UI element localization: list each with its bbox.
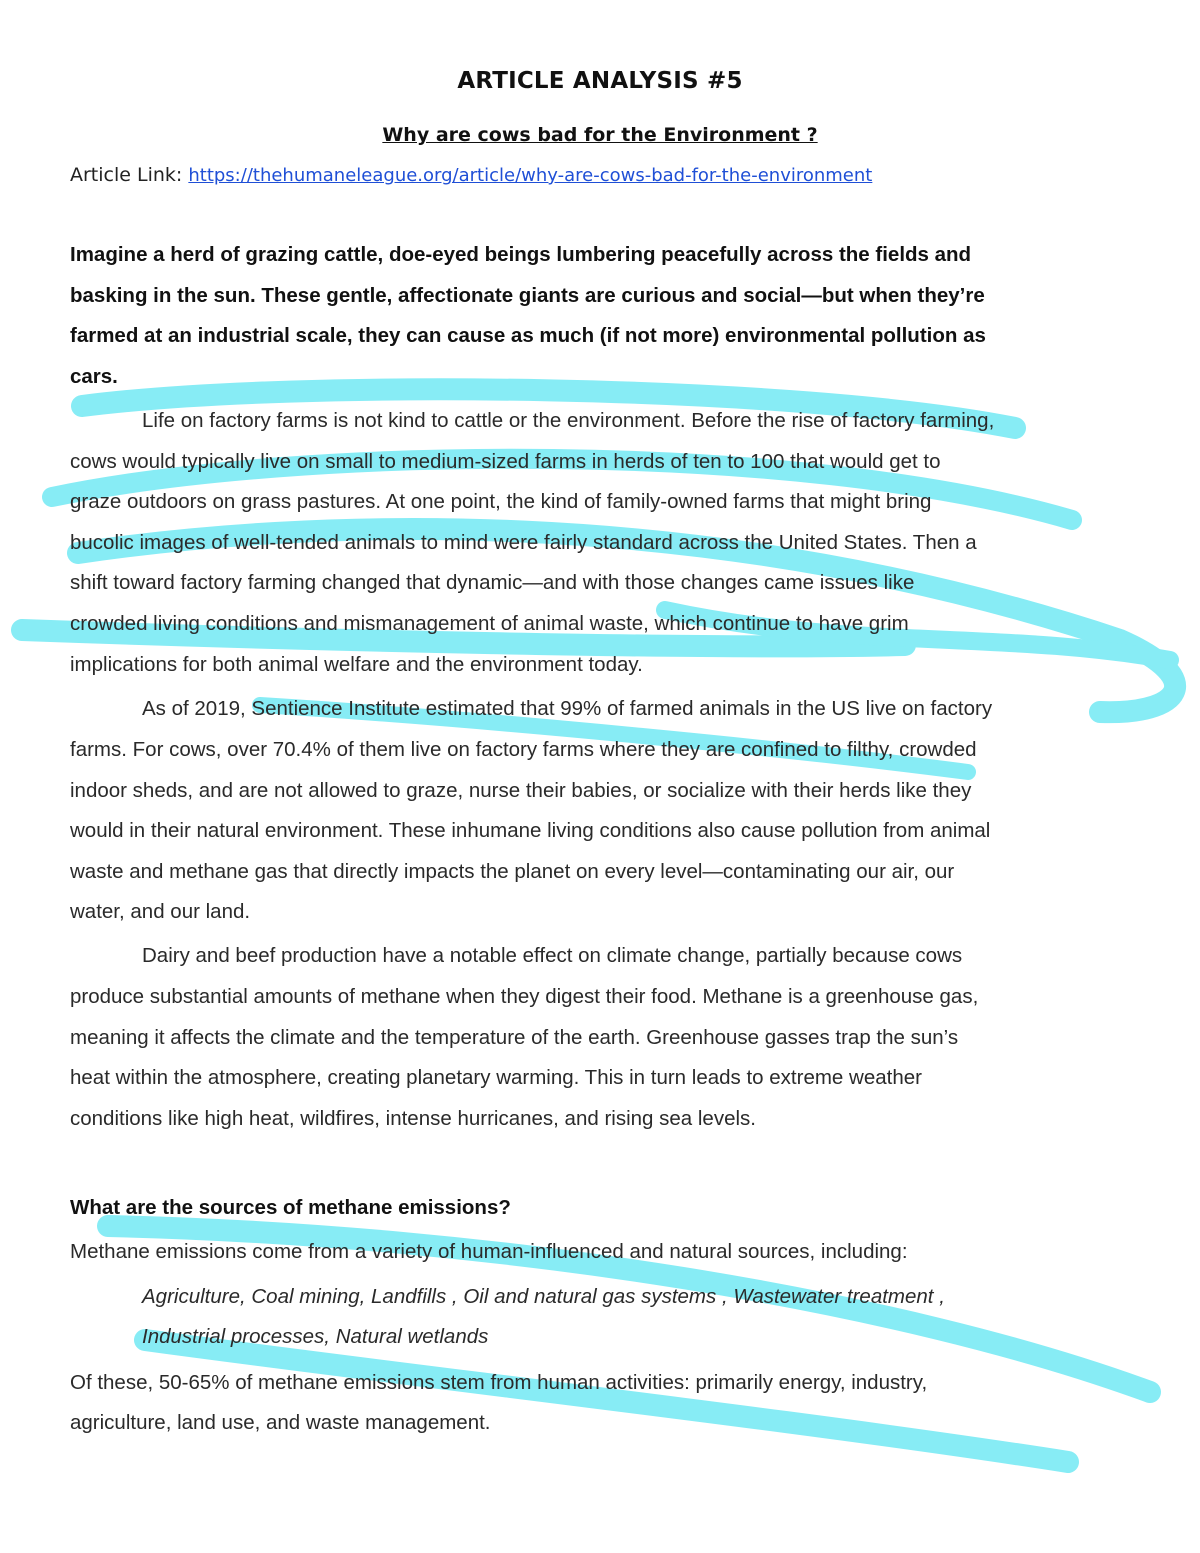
paragraph-line: As of 2019, Sentience Institute estimated that 99% of farmed animals in the US live on factory	[142, 697, 993, 720]
paragraph-line: farms. For cows, over 70.4% of them live on factory farms where they are confined to filthy, crowded	[70, 738, 977, 761]
paragraph-line: shift toward factory farming changed that dynamic—and with those changes came issues like	[70, 571, 915, 594]
paragraph-line: Dairy and beef production have a notable effect on climate change, partially because cows	[142, 944, 963, 967]
article-link-label: Article Link:	[70, 164, 183, 186]
paragraph-line: cows would typically live on small to medium-sized farms in herds of ten to 100 that would get to	[70, 450, 941, 473]
document-title: ARTICLE ANALYSIS #5	[457, 68, 743, 94]
article-link-row	[70, 164, 872, 186]
highlight-stroke	[145, 1340, 1068, 1462]
intro-line: Imagine a herd of grazing cattle, doe-eyed beings lumbering peacefully across the fields and	[70, 243, 972, 266]
intro-line: basking in the sun. These gentle, affectionate giants are curious and social—but when they’re	[70, 284, 985, 307]
article-link[interactable]: https://thehumaneleague.org/article/why-are-cows-bad-for-the-environment	[188, 165, 873, 186]
paragraph-line: Life on factory farms is not kind to cattle or the environment. Before the rise of factory farming,	[142, 409, 995, 432]
paragraph-line: bucolic images of well-tended animals to mind were fairly standard across the United States. Then a	[70, 531, 977, 554]
paragraph-line: indoor sheds, and are not allowed to graze, nurse their babies, or socialize with their herds like they	[70, 779, 972, 802]
paragraph-line: water, and our land.	[70, 900, 251, 923]
paragraph-line: implications for both animal welfare and the environment today.	[70, 653, 643, 676]
section-heading: What are the sources of methane emissions?	[70, 1196, 511, 1219]
paragraph-line: waste and methane gas that directly impacts the planet on every level—contaminating our air, our	[70, 860, 955, 883]
intro-line: farmed at an industrial scale, they can cause as much (if not more) environmental pollution as	[70, 324, 986, 347]
paragraph-line: heat within the atmosphere, creating planetary warming. This in turn leads to extreme weather	[70, 1066, 922, 1089]
paragraph-line: graze outdoors on grass pastures. At one point, the kind of family-owned farms that might bring	[70, 490, 932, 513]
sources-line: Industrial processes, Natural wetlands	[142, 1325, 489, 1348]
intro-line: cars.	[70, 365, 118, 388]
paragraph-line: produce substantial amounts of methane when they digest their food. Methane is a greenhouse gas,	[70, 985, 979, 1008]
paragraph-line: conditions like high heat, wildfires, intense hurricanes, and rising sea levels.	[70, 1107, 756, 1130]
closing-line: agriculture, land use, and waste management.	[70, 1411, 491, 1434]
sources-line: Agriculture, Coal mining, Landfills , Oil and natural gas systems , Wastewater treatment ,	[142, 1285, 945, 1308]
paragraph-line: crowded living conditions and mismanagement of animal waste, which continue to have grim	[70, 612, 909, 635]
article-title: Why are cows bad for the Environment ?	[382, 124, 818, 146]
methane-intro: Methane emissions come from a variety of human-influenced and natural sources, including:	[70, 1240, 908, 1263]
paragraph-line: meaning it affects the climate and the temperature of the earth. Greenhouse gasses trap the sun’s	[70, 1026, 959, 1049]
paragraph-line: would in their natural environment. These inhumane living conditions also cause pollution from animal	[70, 819, 991, 842]
closing-line: Of these, 50-65% of methane emissions stem from human activities: primarily energy, industry,	[70, 1371, 928, 1394]
